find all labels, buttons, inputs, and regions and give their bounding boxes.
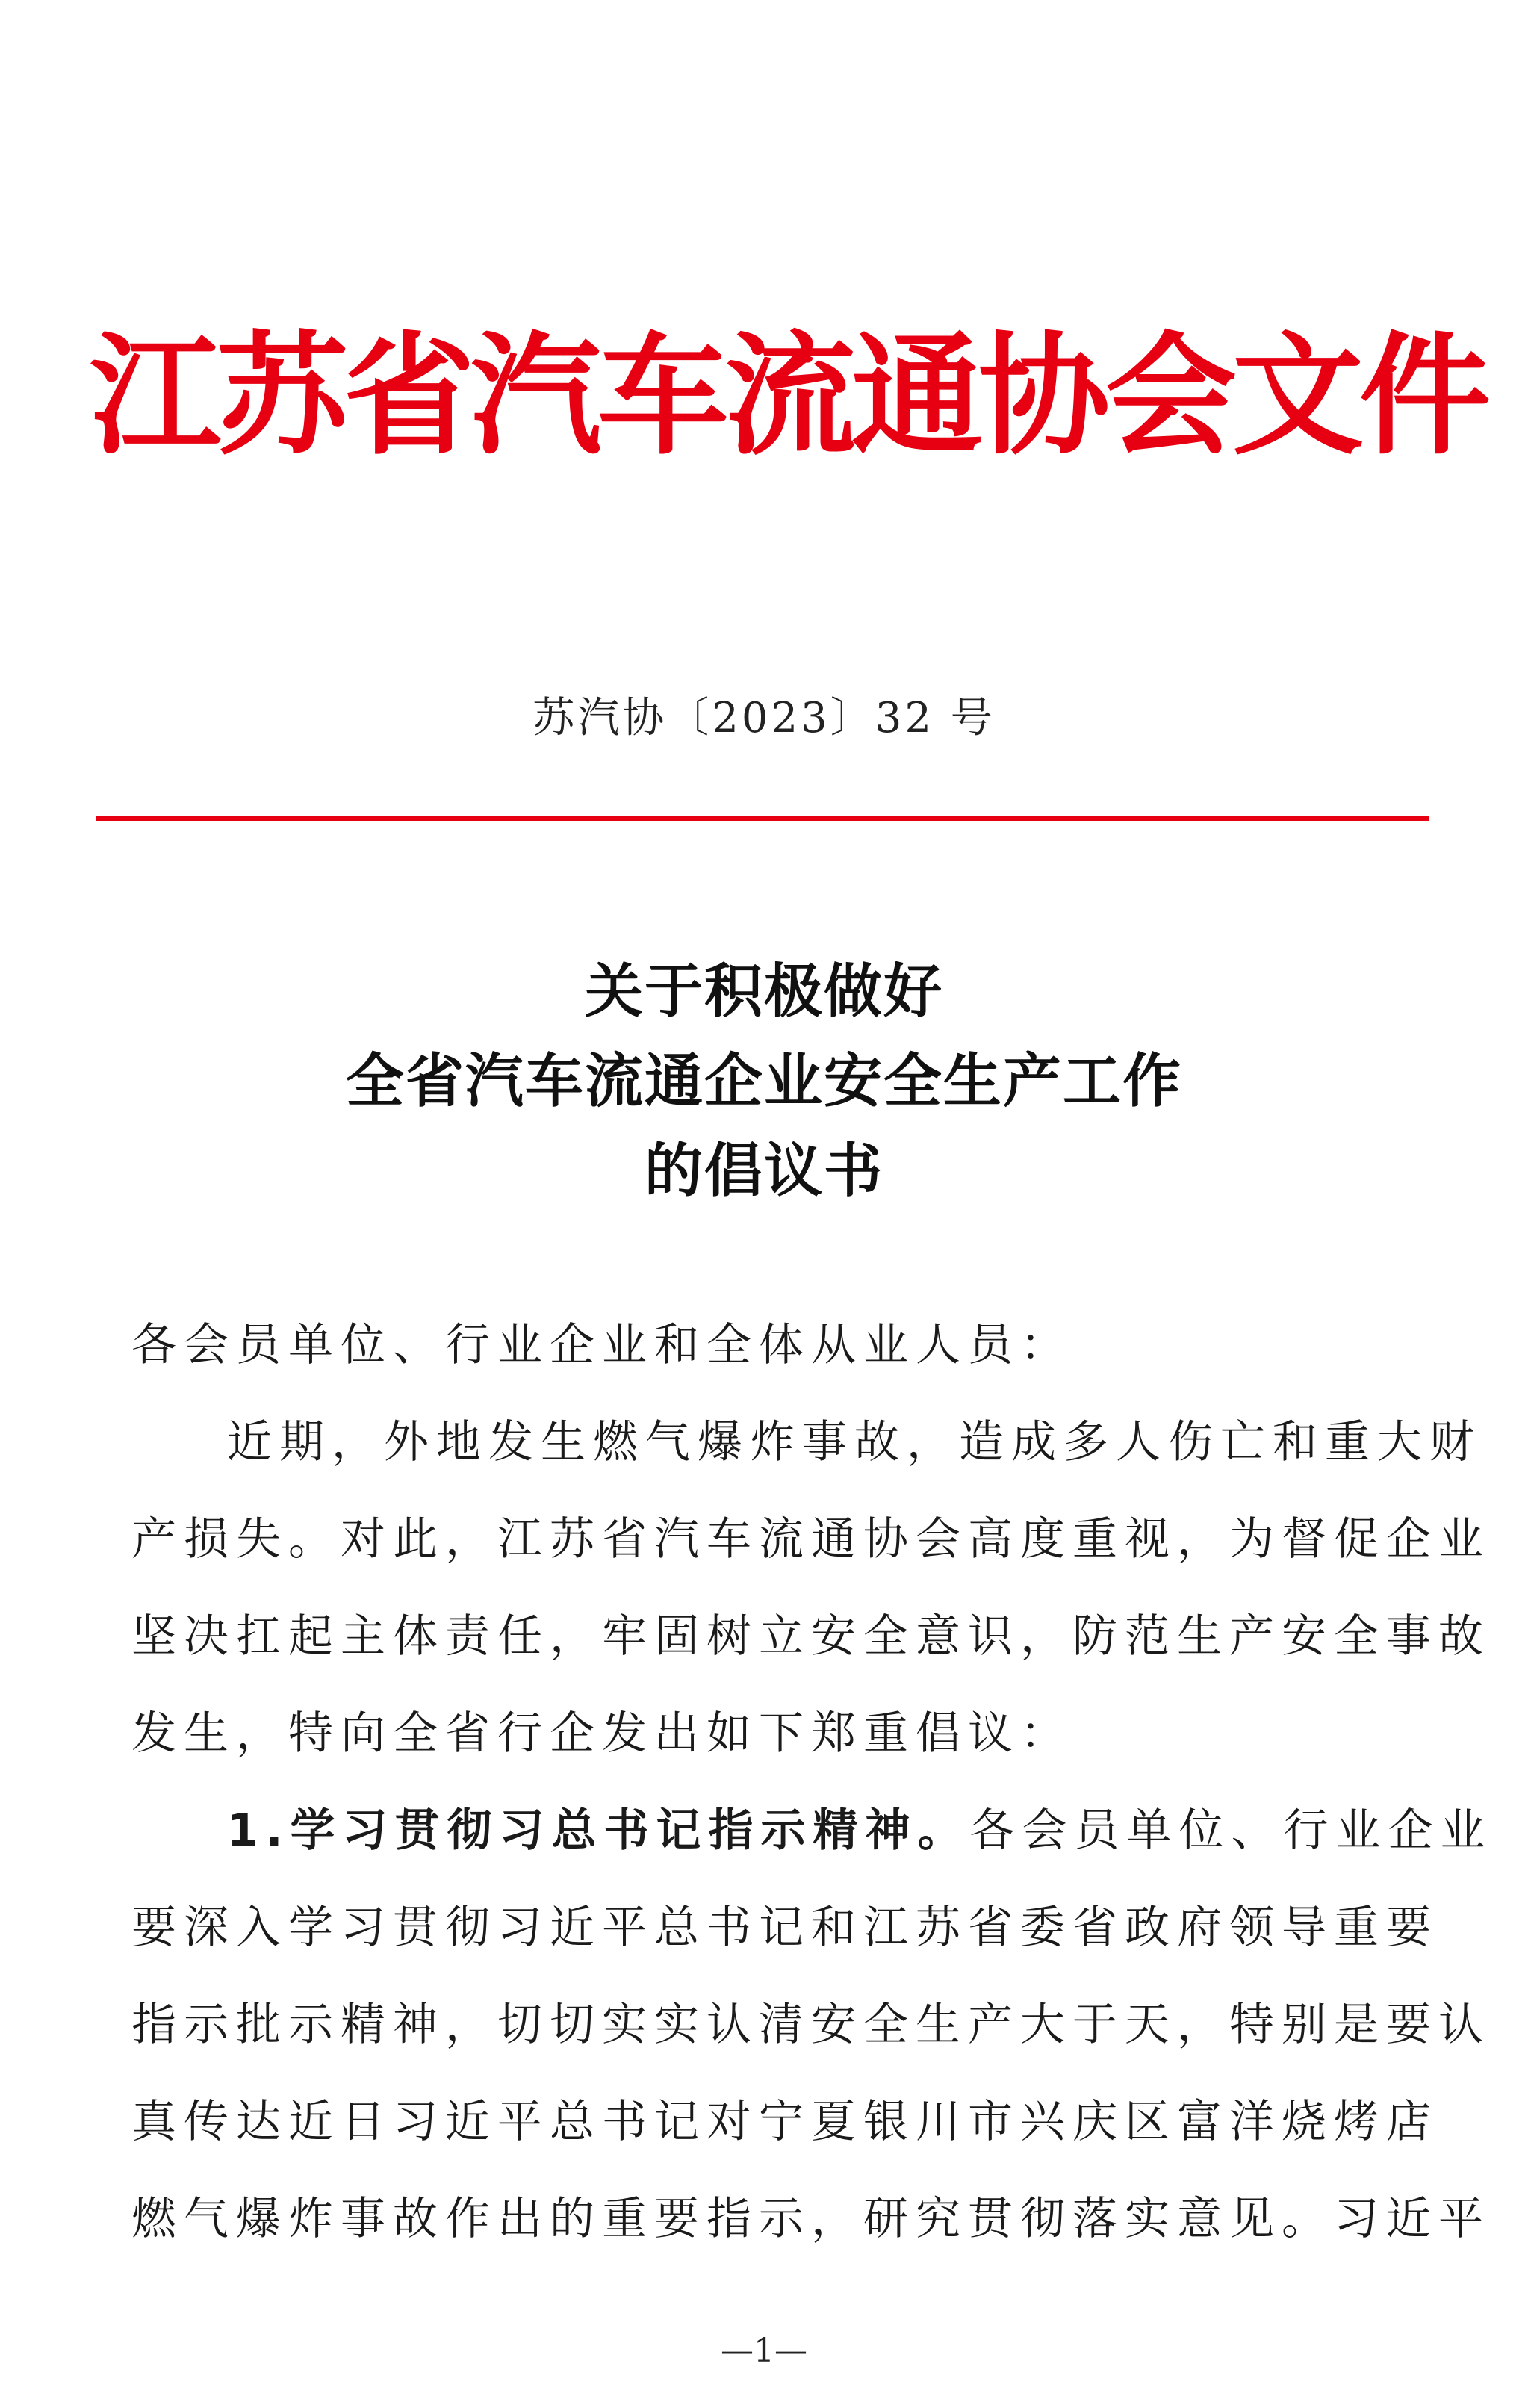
paragraph-line: 近期，外地发生燃气爆炸事故，造成多人伤亡和重大财 bbox=[227, 1416, 1482, 1468]
paragraph-line: 产损失。对此，江苏省汽车流通协会高度重视，为督促企业 bbox=[131, 1513, 1491, 1565]
item-1-heading: 1.学习贯彻习总书记指示精神。 bbox=[227, 1805, 970, 1857]
paragraph-line: 指示批示精神，切切实实认清安全生产大于天，特别是要认 bbox=[131, 1999, 1491, 2051]
masthead-title: 江苏省汽车流通协会文件 bbox=[90, 318, 1487, 473]
salutation bbox=[131, 1297, 1416, 1394]
salutation-text: 各会员单位、行业企业和全体从业人员： bbox=[131, 1319, 1072, 1371]
paragraph-line: 坚决扛起主体责任，牢固树立安全意识，防范生产安全事故 bbox=[131, 1610, 1491, 1663]
title-line-2: 全省汽车流通企业安全生产工作 bbox=[345, 1048, 1182, 1115]
item-1-first-line-text: 各会员单位、行业企业 bbox=[969, 1805, 1493, 1857]
body-paragraphs bbox=[131, 1394, 1493, 2268]
paragraph-line: 燃气爆炸事故作出的重要指示，研究贯彻落实意见。习近平 bbox=[131, 2193, 1491, 2245]
document-number: 苏汽协〔2023〕32 号 bbox=[532, 694, 996, 742]
item-1-first-line bbox=[131, 1782, 1493, 1879]
page-number: —1— bbox=[721, 2332, 807, 2370]
paragraph-line: 发生，特向全省行企发出如下郑重倡议： bbox=[131, 1707, 1072, 1760]
red-divider-rule bbox=[96, 816, 1429, 821]
title-line-3: 的倡议书 bbox=[644, 1138, 883, 1205]
paragraph-line: 要深入学习贯彻习近平总书记和江苏省委省政府领导重要 bbox=[131, 1902, 1438, 1954]
paragraph-line: 真传达近日习近平总书记对宁夏银川市兴庆区富洋烧烤店 bbox=[131, 2096, 1438, 2148]
title-line-1: 关于积极做好 bbox=[584, 958, 943, 1025]
